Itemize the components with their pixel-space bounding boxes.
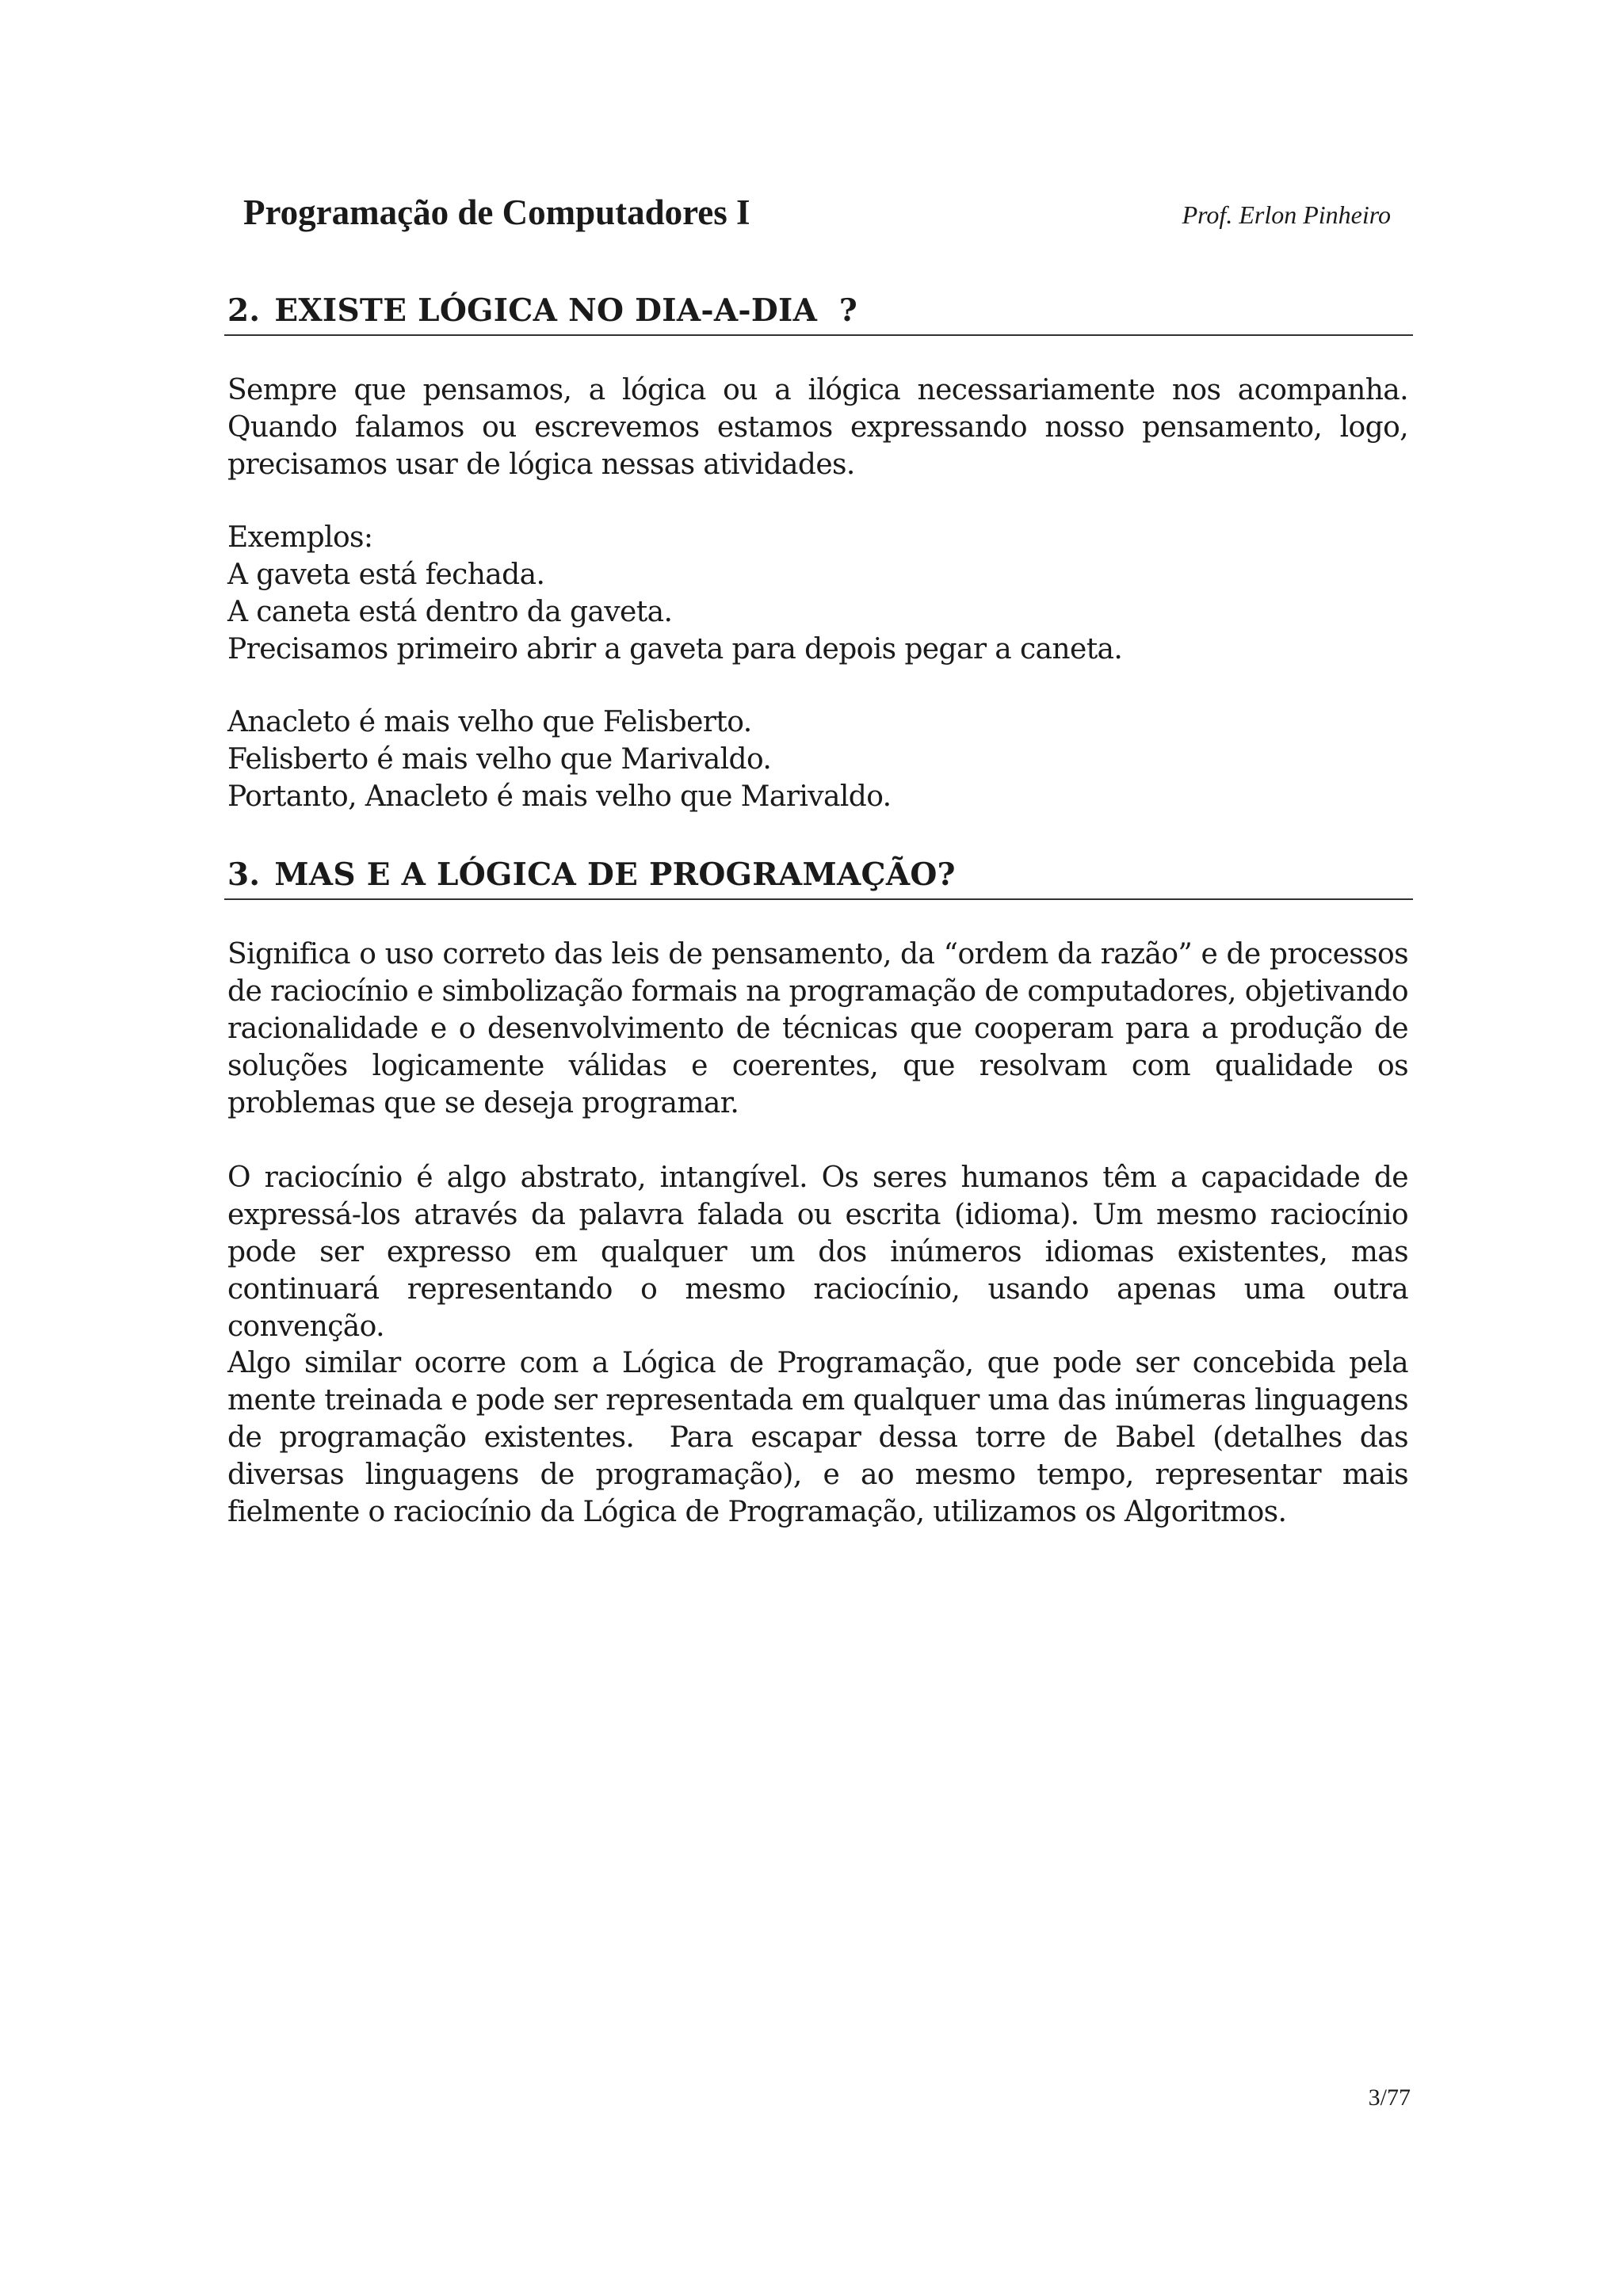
section-2-number: 2. (227, 292, 261, 329)
examples-block-2 (227, 704, 1408, 815)
section-3-paragraph-2: O raciocínio é algo abstrato, intangível. Os seres humanos têm a capacidade de expressá-los através da palavra falada ou escrita (idioma). Um mesmo raciocínio pode ser expresso em qualquer um dos inúmeros idiomas existentes, mas continuará representando o mesmo raciocínio, usando apenas uma outra convenção. (227, 1161, 1408, 1343)
section-3-heading (224, 852, 1413, 900)
example-line: Portanto, Anacleto é mais velho que Marivaldo. (227, 780, 892, 813)
example-line: Felisberto é mais velho que Marivaldo. (227, 743, 772, 776)
example-line: A gaveta está fechada. (227, 559, 545, 591)
section-3-title: MAS E A LÓGICA DE PROGRAMAÇÃO? (274, 856, 956, 893)
example-line: A caneta está dentro da gaveta. (227, 596, 673, 628)
author-name: Prof. Erlon Pinheiro (1182, 200, 1391, 229)
page-header (243, 189, 1391, 244)
example-line: Anacleto é mais velho que Felisberto. (227, 706, 752, 738)
example-line: Precisamos primeiro abrir a gaveta para depois pegar a caneta. (227, 633, 1123, 666)
page-number: 3/77 (1368, 2084, 1411, 2111)
examples-label: Exemplos: (227, 521, 373, 554)
section-3-number: 3. (227, 856, 261, 893)
section-2-title: EXISTE LÓGICA NO DIA-A-DIA ? (274, 292, 858, 329)
examples-block (227, 519, 1408, 668)
section-2-heading (224, 288, 1413, 336)
course-title: Programação de Computadores I (243, 193, 750, 232)
section-3-paragraph-3: Algo similar ocorre com a Lógica de Programação, que pode ser concebida pela mente treinada e pode ser representada em qualquer uma das inúmeras linguagens de programação existentes. Para escapar dessa torre de Babel (detalhes das diversas linguagens de programação), e ao mesmo tempo, representar mais fielmente o raciocínio da Lógica de Programação, utilizamos os Algoritmos. (227, 1347, 1417, 1528)
section-2-intro: Sempre que pensamos, a lógica ou a ilógica necessariamente nos acompanha. Quando falamos ou escrevemos estamos expressando nosso pensamento, logo, precisamos usar de lógica nessas atividades. (227, 374, 1408, 481)
section-2 (224, 288, 1413, 336)
section-3 (224, 852, 1413, 900)
section-3-paragraph-1: Significa o uso correto das leis de pensamento, da “ordem da razão” e de processos de raciocínio e simbolização formais na programação de computadores, objetivando racionalidade e o desenvolvimento de técnicas que cooperam para a produção de soluções logicamente válidas e coerentes, que resolvam com qualidade os problemas que se deseja programar. (227, 938, 1408, 1119)
